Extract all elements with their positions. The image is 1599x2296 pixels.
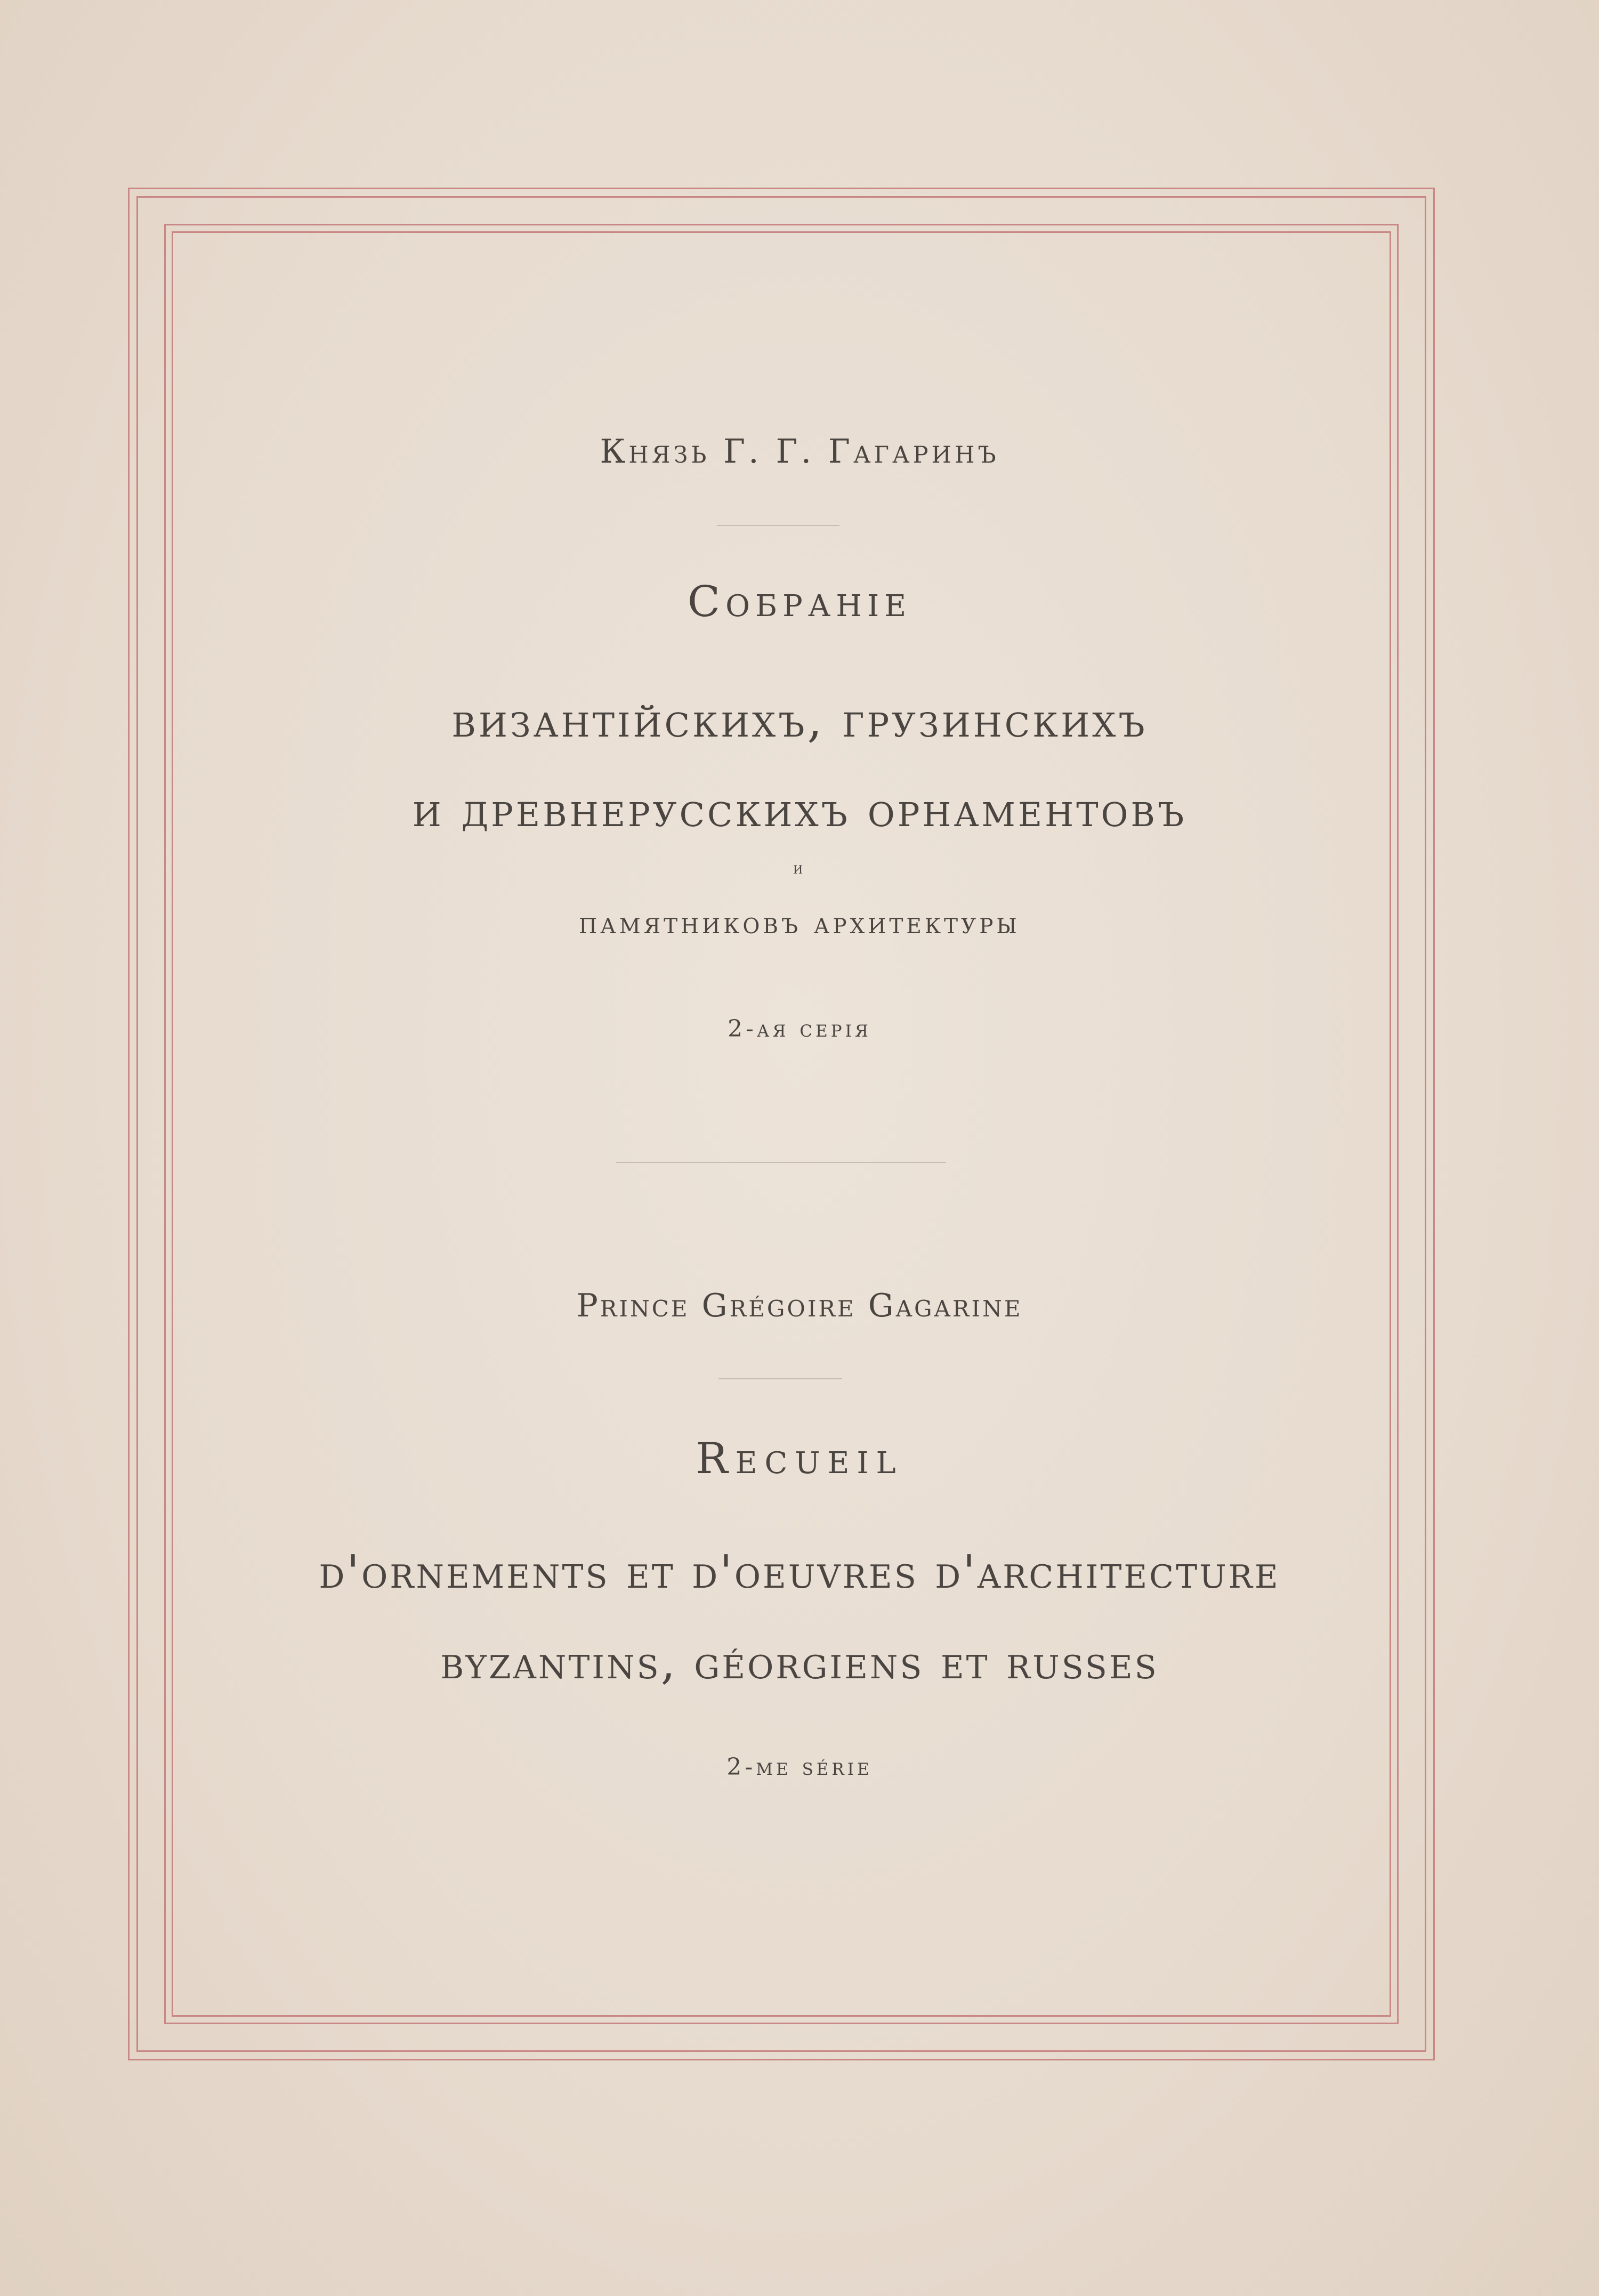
french-author-rule	[718, 1378, 842, 1379]
french-author: Prince Grégoire Gagarine	[576, 1287, 1023, 1324]
french-subtitle-line1: d'ornements et d'oeuvres d'architecture	[319, 1546, 1280, 1599]
russian-author-rule	[717, 525, 839, 526]
russian-series: 2-ая серія	[728, 1015, 871, 1042]
russian-conjunction: и	[793, 859, 806, 878]
inner-frame-inner-line	[172, 231, 1391, 2017]
russian-subtitle-line2: и древнерусскихъ орнаментовъ	[412, 782, 1187, 837]
russian-subtitle-line3: памятниковъ архитектуры	[579, 906, 1020, 941]
french-subtitle-line2: byzantins, géorgiens et russes	[440, 1636, 1159, 1689]
french-series: 2-me série	[726, 1753, 873, 1781]
russian-subtitle-line1: византійскихъ, грузинскихъ	[451, 693, 1148, 748]
french-title: Recueil	[696, 1434, 903, 1483]
russian-author: Князь Г. Г. Гагаринъ	[600, 432, 999, 471]
section-divider	[616, 1162, 946, 1163]
russian-title: Собраніе	[687, 577, 912, 626]
